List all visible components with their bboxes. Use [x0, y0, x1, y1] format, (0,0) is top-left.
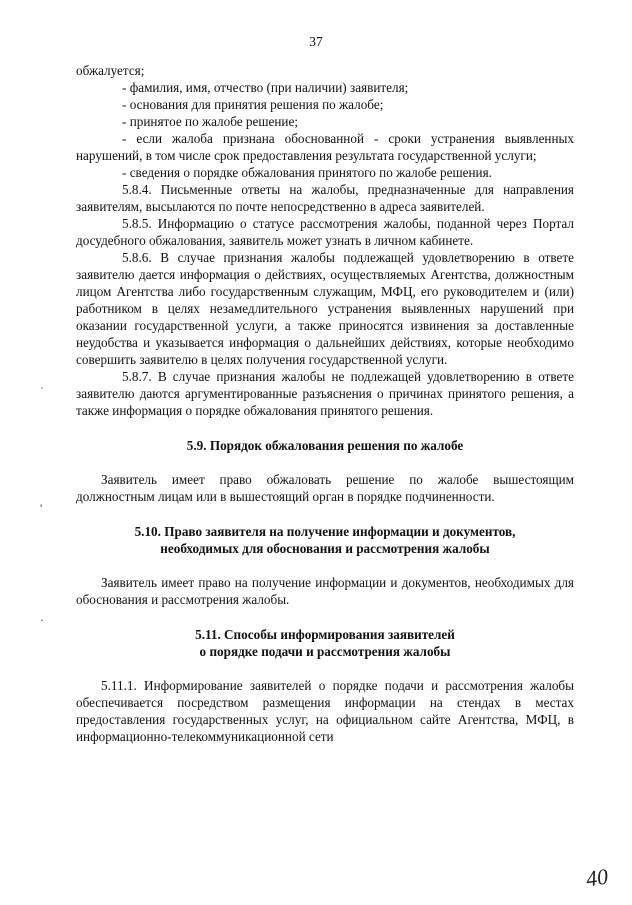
- document-body: [76, 62, 574, 745]
- bullet-5: - сведения о порядке обжалования принятого по жалобе решения.: [122, 165, 492, 180]
- paragraph-5-10: Заявитель имеет право на получение информации и документов, необходимых для обоснования и рассмотрения жалобы.: [76, 575, 574, 607]
- bullet-4: - если жалоба признана обоснованной - сроки устранения выявленных нарушений, в том числе срок предоставления результата государственной услуги;: [76, 131, 574, 163]
- paragraph-5-11-1: 5.11.1. Информирование заявителей о порядке подачи и рассмотрения жалобы обеспечивается посредством размещения информации на стендах в местах предоставления государственных услуг, на официальном сайте Агентства, МФЦ, в информационно-телекоммуникационной сети: [76, 678, 574, 744]
- intro-line: обжалуется;: [76, 63, 145, 78]
- handwritten-page-number: 40: [584, 863, 610, 892]
- paragraph-5-8-4: 5.8.4. Письменные ответы на жалобы, предназначенные для направления заявителям, высылаются по почте непосредственно в адреса заявителей.: [76, 182, 574, 214]
- scan-mark-2: ': [40, 501, 43, 515]
- bullet-1: - фамилия, имя, отчество (при наличии) заявителя;: [122, 80, 409, 95]
- paragraph-5-8-7: 5.8.7. В случае признания жалобы не подлежащей удовлетворению в ответе заявителю даются аргументированные разъяснения о причинах принятого решения, а также информация о порядке обжалования принятого решения.: [76, 369, 574, 418]
- heading-5-10-line1: 5.10. Право заявителя на получение информации и документов,: [134, 524, 516, 539]
- heading-5-10-line2: необходимых для обоснования и рассмотрения жалобы: [160, 541, 490, 556]
- paragraph-5-9: Заявитель имеет право обжаловать решение по жалобе вышестоящим должностным лицам или в вышестоящий орган в порядке подчиненности.: [76, 472, 574, 504]
- page-number: 37: [309, 34, 323, 49]
- bullet-2: - основания для принятия решения по жалобе;: [122, 97, 384, 112]
- scan-mark-3: ·: [40, 613, 44, 627]
- paragraph-5-8-5: 5.8.5. Информацию о статусе рассмотрения жалобы, поданной через Портал досудебного обжалования, заявитель может узнать в личном кабинете.: [76, 216, 574, 248]
- paragraph-5-8-6: 5.8.6. В случае признания жалобы подлежащей удовлетворению в ответе заявителю дается информация о действиях, осуществляемых Агентства, должностным лицом Агентства либо государственным служащим, МФЦ, его руководителем и (или) работником в целях незамедлительного устранения выявленных нарушений при оказании государственной услуги, а также приносятся извинения за доставленные неудобства и указывается информация о дальнейших действиях, которые необходимо совершить заявителю в целях получения государственной услуги.: [76, 250, 574, 367]
- heading-5-9: 5.9. Порядок обжалования решения по жалобе: [186, 438, 464, 453]
- heading-5-11-line1: 5.11. Способы информирования заявителей: [195, 627, 455, 642]
- bullet-3: - принятое по жалобе решение;: [122, 114, 298, 129]
- heading-5-11-line2: о порядке подачи и рассмотрения жалобы: [199, 644, 451, 659]
- scan-mark-1: ˙: [40, 384, 44, 398]
